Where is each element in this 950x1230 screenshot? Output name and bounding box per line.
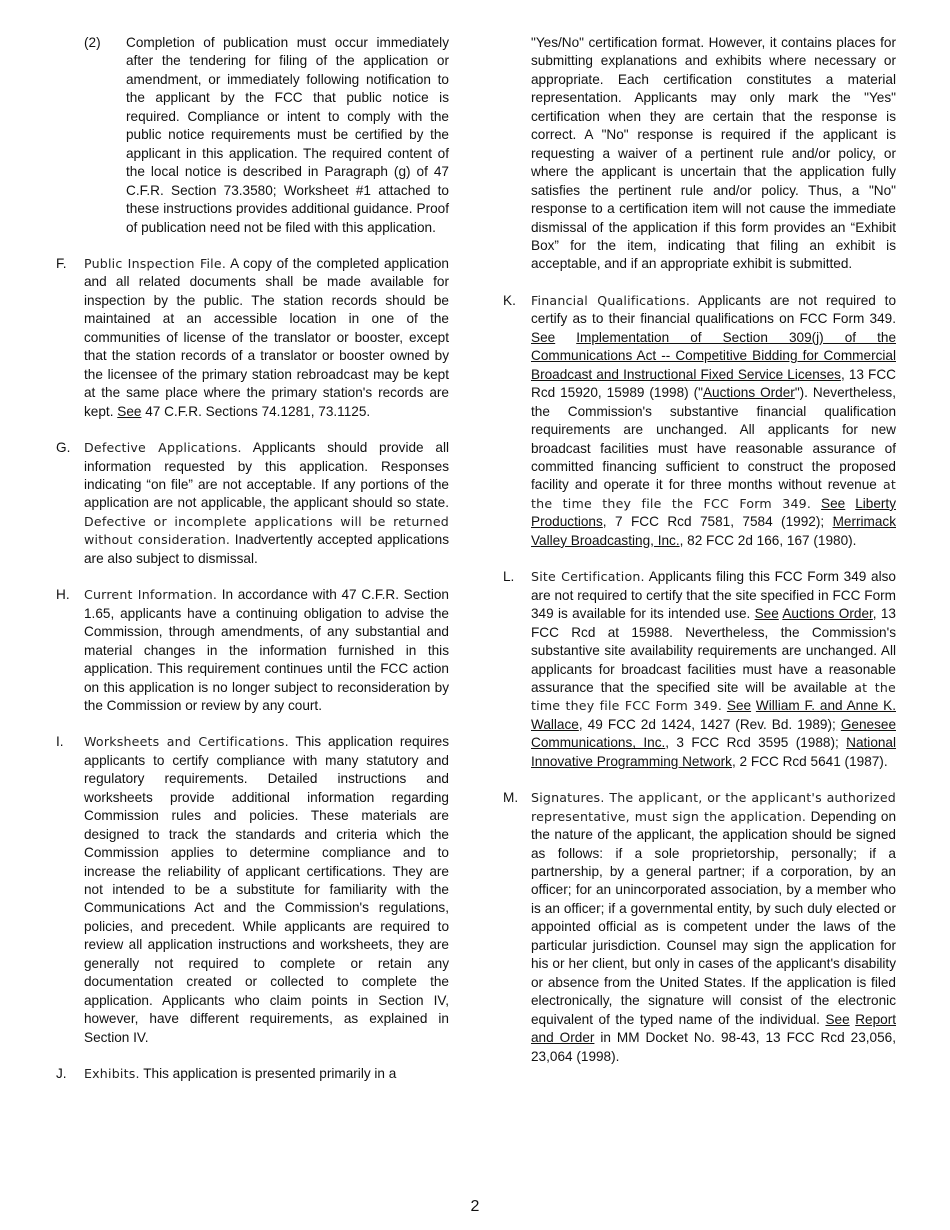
section-text: Inadvertently accepted applications are also subject to dismissal. — [84, 532, 449, 566]
section-text: Applicants filing this FCC Form 349 also are not required to certify that the site specified in FCC Form 349 is available for its intended use. — [531, 569, 896, 622]
section-text — [811, 496, 821, 511]
section-text: This application is presented primarily in a — [139, 1066, 397, 1082]
section-label: J. — [56, 1066, 67, 1082]
citation-ref: Auctions Order — [782, 606, 873, 622]
section-text: , 3 FCC Rcd 3595 (1988); — [665, 735, 847, 751]
section-body — [531, 789, 896, 1066]
left-column — [56, 34, 449, 1102]
citation-ref: Liberty Productions — [531, 495, 896, 530]
section-body — [531, 292, 896, 550]
see-ref: See — [754, 606, 779, 622]
section-text: Applicants are not required to certify as to their financial qualifications on FCC Form 349. — [531, 292, 897, 327]
section-text: , 13 FCC Rcd 15920, 15989 (1998) (" — [531, 366, 896, 401]
citation-ref: Merrimack Valley Broadcasting, Inc. — [531, 514, 896, 548]
citation-ref: Report and Order — [531, 1011, 897, 1046]
see-ref: See — [117, 403, 142, 419]
section-heading: Financial Qualifications. — [531, 292, 691, 308]
section-body — [84, 1065, 449, 1083]
section-body — [84, 439, 449, 568]
see-ref: See — [726, 698, 752, 714]
section-f — [56, 255, 449, 421]
see-ref: See — [531, 329, 556, 345]
section-heading: Public Inspection File. — [84, 255, 227, 271]
section-l — [503, 568, 896, 771]
citation-ref: National Innovative Programming Network — [531, 735, 897, 769]
section-i — [56, 733, 449, 1047]
item-text: Completion of publication must occur immediately after the tendering for filing of the application or amendment, or immediately following notification to the applicant by the FCC that public notice is required. Compliance or intent to comply with the public notice requirements must be certified by the applicant in this application. The required content of the local notice is described in Paragraph (g) of 47 C.F.R. Section 73.3580; Worksheet #1 attached to these instructions provides additional guidance. Proof of publication need not be filed with this application. — [126, 35, 449, 235]
section-label: L. — [503, 569, 515, 585]
item-2 — [84, 34, 449, 237]
section-text: A copy of the completed application and all related documents shall be made available for inspection by the public. The station records should be maintained at an accessible location in one of the communities of license of the translator or booster, except that the station records of a translator or booster owned by the licensee of the primary station rebroadcast may be kept at the same place where the primary station's records are kept. — [84, 255, 449, 419]
section-g — [56, 439, 449, 568]
section-m — [503, 789, 896, 1066]
section-text: In accordance with 47 C.F.R. Section 1.65, applicants have a continuing obligation to advise the Commission, through amendments, of any substantial and material changes in the information furnished in this application. This requirement continues until the FCC action on this application is no longer subject to reconsideration by the Commission or review by any court. — [84, 587, 449, 713]
section-text: Depending on the nature of the applicant, the application should be signed as follows: if a sole proprietorship, personally; if a partnership, by a general partner; if a corporation, by an officer; for an unincorporated association, by a member who is an officer; if a governmental entity, by such duly elected or appointed official as is competent under the laws of the particular jurisdiction. Counsel may sign the application for his or her client, but only in cases of the applicant's disability or absence from the United States. If the application is filed electronically, the signature will consist of the electronic equivalent of the typed name of the individual. — [531, 808, 897, 1027]
section-text: , 82 FCC 2d 166, 167 (1980). — [679, 532, 857, 548]
section-j-continued: "Yes/No" certification format. However, it contains places for submitting explanations and exhibits where necessary or appropriate. Each certification constitutes a material representation. Applicants may only mark the "Yes" certification when they are certain that the response is correct. A "No" response is required if the applicant is requesting a waiver of a pertinent rule and/or policy, or where the applicant is uncertain that the application fully satisfies the pertinent rule and/or policy. Thus, a "No" response to a certification item will not cause the immediate dismissal of the application if this form provides an “Exhibit Box” for the item, indicating that filing an exhibit is acceptable, and if an appropriate exhibit is submitted. — [531, 35, 896, 272]
citation-ref: Auctions Order — [702, 385, 795, 401]
see-ref: See — [821, 495, 846, 511]
section-heading: Exhibits. — [84, 1066, 140, 1082]
section-body — [84, 733, 449, 1047]
section-text: "). Nevertheless, the Commission's substantive financial qualification requirements are unchanged. All applicants for new broadcast facilities must have reasonable assurance of committed financing sufficient to construct the proposed facility and operate it for three months without revenue — [531, 385, 897, 493]
section-body — [531, 568, 896, 771]
section-heading: Signatures. — [531, 790, 605, 806]
section-k — [503, 292, 896, 550]
item-label: (2) — [84, 35, 101, 50]
page-number: 2 — [470, 1198, 480, 1215]
right-column — [503, 34, 896, 1084]
section-body — [84, 586, 449, 715]
section-text: , 7 FCC Rcd 7581, 7584 (1992); — [602, 514, 833, 530]
section-body — [84, 255, 449, 421]
section-h — [56, 586, 449, 715]
section-emphasis: The applicant, or the applicant's authorized representative, must sign the application. — [531, 790, 896, 824]
section-text: 47 C.F.R. Sections 74.1281, 73.1125. — [141, 403, 371, 419]
section-emphasis: Defective or incomplete applications will be returned without consideration. — [84, 513, 449, 548]
section-emphasis: at the time they file FCC Form 349. — [531, 679, 896, 714]
section-text: This application requires applicants to certify compliance with many statutory and regulatory requirements. Detailed instructions and worksheets provide additional information regarding Commission rules and policies. These materials are designed to track the standards and criteria which the Commission applies to determine compliance and to increase the reliability of applicant certifications. They are not intended to be a substitute for familiarity with the Communications Act and the Commission's regulations, policies, and precedent. While applicants are required to review all application instructions and worksheets, they are generally not required to complete or retain any documentation created or collected to complete the application. Applicants who claim points in Section IV, however, have different requirements, as explained in Section IV. — [84, 734, 450, 1045]
citation-ref: William F. and Anne K. Wallace — [531, 698, 897, 732]
section-emphasis: at the time they file the FCC Form 349. — [531, 477, 896, 511]
citation-ref: Genesee Communications, Inc. — [531, 716, 896, 751]
section-label: G. — [56, 440, 71, 456]
section-text: , 2 FCC Rcd 5641 (1987). — [731, 753, 888, 769]
section-text: in MM Docket No. 98-43, 13 FCC Rcd 23,056, 23,064 (1998). — [531, 1030, 896, 1064]
section-label: I. — [56, 734, 64, 750]
section-heading: Current Information. — [84, 587, 218, 603]
section-text: Applicants should provide all information requested by this application. Responses indicating “on file” are not acceptable. If any portions of the application are not applicable, the applicant should so state. — [84, 440, 449, 511]
section-label: M. — [503, 790, 519, 806]
section-text: , 13 FCC Rcd at 15988. Nevertheless, the Commission's substantive site availability requirements are unchanged. All applicants for broadcast facilities must have a reasonable assurance that the specified site will be available — [531, 606, 896, 695]
citation-ref: Implementation of Section 309(j) of the Communications Act -- Competitive Bidding for Commercial Broadcast and Instructional Fixed Service Licenses — [531, 329, 897, 382]
section-label: F. — [56, 255, 67, 271]
section-text: , 49 FCC 2d 1424, 1427 (Rev. Bd. 1989); — [578, 716, 841, 732]
section-heading: Defective Applications. — [84, 440, 242, 456]
section-heading: Worksheets and Certifications. — [84, 734, 289, 750]
section-label: H. — [56, 587, 70, 603]
see-ref: See — [825, 1011, 850, 1027]
section-label: K. — [503, 292, 516, 308]
section-heading: Site Certification. — [531, 569, 645, 585]
section-j — [56, 1065, 449, 1083]
